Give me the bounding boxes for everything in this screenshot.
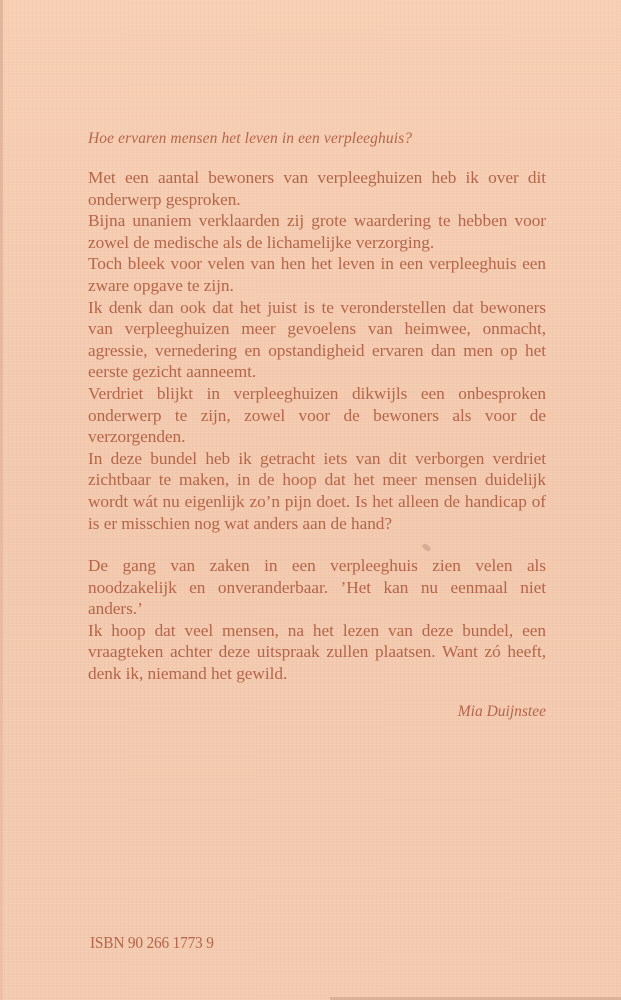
author-signature: Mia Duijnstee xyxy=(457,702,546,720)
paragraph: Met een aantal bewoners van verpleeghuizen heb ik over dit onderwerp gesproken. xyxy=(88,168,546,209)
section-spacer xyxy=(88,534,546,555)
paragraph: Bijna unaniem verklaarden zij grote waardering te hebben voor zowel de medische als de lichamelijke verzorging. xyxy=(88,211,546,252)
paragraph: Toch bleek voor velen van hen het leven in een verpleeghuis een zware opgave te zijn. xyxy=(88,254,546,295)
paragraph: De gang van zaken in een verpleeghuis zien velen als noodzakelijk en onveranderbaar. ’Het kan nu eenmaal niet anders.’ xyxy=(88,556,546,619)
blurb-text-block xyxy=(88,128,546,721)
paragraph: In deze bundel heb ik getracht iets van dit verborgen verdriet zichtbaar te maken, in de hoop dat het meer mensen duidelijk wordt wát nu eigenlijk zo’n pijn doet. Is het alleen de handicap of is er misschien nog wat anders aan de hand? xyxy=(88,448,546,533)
paragraph: Ik hoop dat veel mensen, na het lezen van deze bundel, een vraagteken achter deze uitspraak zullen plaatsen. Want zó heeft, denk ik, niemand het gewild. xyxy=(88,620,546,684)
lead-question: Hoe ervaren mensen het leven in een verpleeghuis? xyxy=(88,130,413,147)
isbn-number: ISBN 90 266 1773 9 xyxy=(90,933,214,952)
paragraph: Verdriet blijkt in verpleeghuizen dikwijls een onbesproken onderwerp te zijn, zowel voor de bewoners als voor de verzorgenden. xyxy=(88,383,546,447)
paragraph: Ik denk dan ook dat het juist is te veronderstellen dat bewoners van verpleeghuizen meer gevoelens van heimwee, onmacht, agressie, vernedering en opstandigheid ervaren dan men op het eerste gezicht aanneemt. xyxy=(88,297,546,382)
